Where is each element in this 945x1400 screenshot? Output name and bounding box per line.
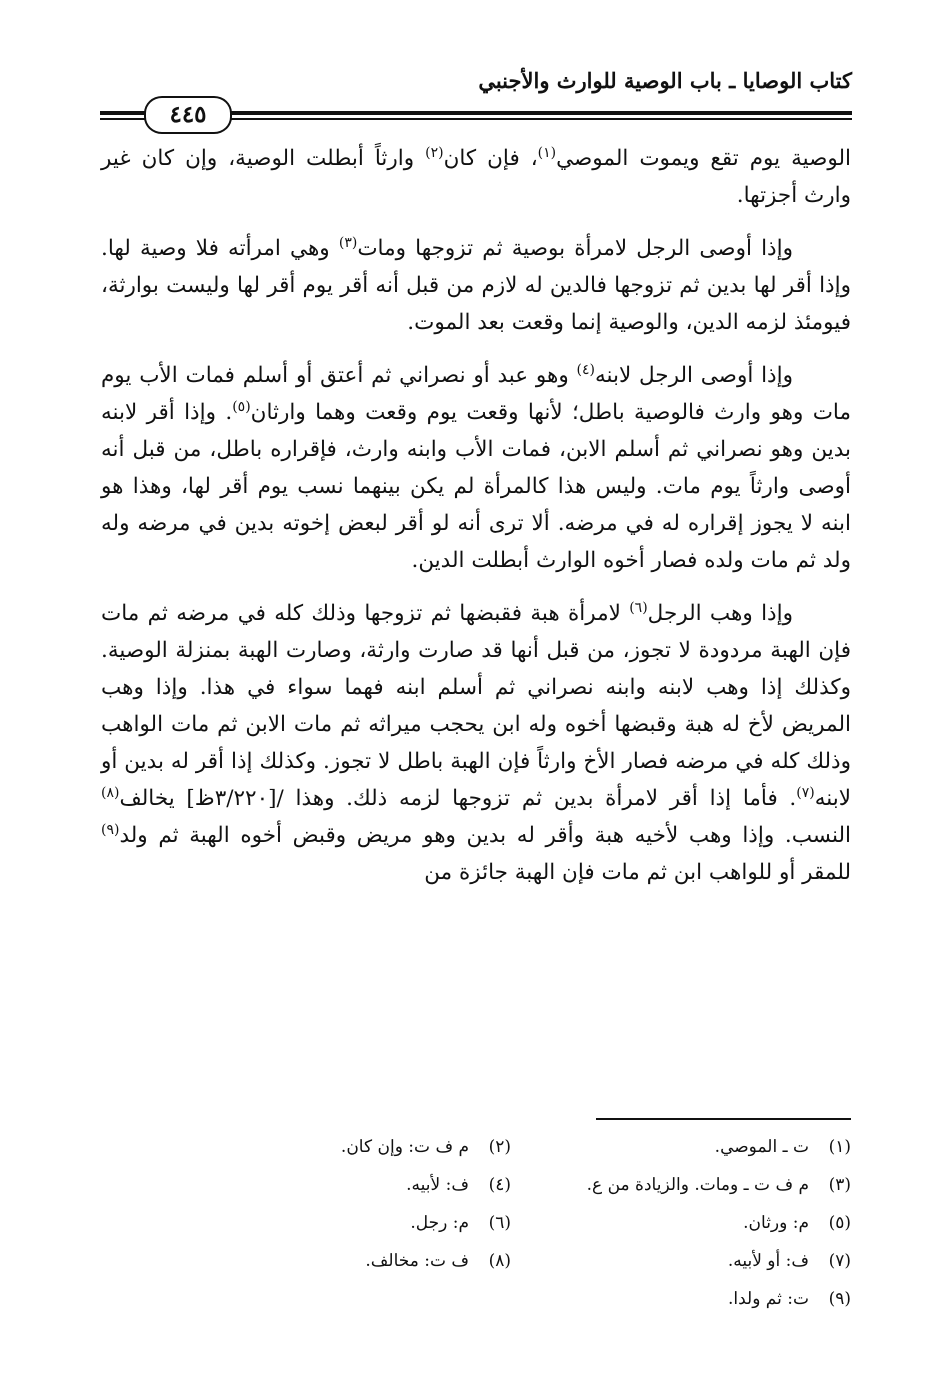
footnote-item [511, 1280, 851, 1318]
footnote-separator [596, 1118, 851, 1120]
footnote-text: م ف ت ـ ومات. والزيادة من ع. [586, 1175, 809, 1195]
footnote-number: (٣) [828, 1175, 851, 1195]
footnote-row [101, 1242, 851, 1280]
page-number: ٤٤٥ [144, 96, 232, 134]
footnote-row [101, 1166, 851, 1204]
paragraph-text: للمقر أو للواهب ابن ثم مات فإن الهبة جائزة من [424, 860, 851, 885]
body-paragraph [101, 595, 851, 891]
footnote-reference: (٥) [232, 398, 251, 415]
page-header [100, 62, 852, 128]
paragraph-text: لامرأة هبة فقبضها ثم تزوجها وذلك كله في مرضه ثم مات فإن الهبة مردودة لا تجوز، من قبل أنها قد صارت وارثة، وصارت الهبة بمنزلة الوصية. وكذلك إذا وهب لابنه وابنه نصراني ثم أسلم ابنه فهما سواء في هذا. وإذا وهب المريض لأخ له هبة وقبضها أخوه وله ابن يحجب ميراثه ثم مات الابن ثم مات الواهب وذلك كله في مرضه فصار الأخ وارثاً فإن الهبة باطل لا تجوز. وكذلك إذا أقر له بدين أو لابنه [101, 601, 852, 811]
footnotes [101, 1128, 851, 1318]
footnote-number: (٩) [828, 1289, 851, 1309]
footnote-reference: (٧) [796, 784, 815, 801]
footnote-item [511, 1166, 851, 1204]
footnote-row [101, 1280, 851, 1318]
paragraph-text: وإذا أوصى الرجل لابنه [594, 363, 793, 388]
footnote-item [171, 1128, 511, 1166]
body-paragraph [101, 230, 851, 341]
paragraph-text: . وإذا أقر لابنه بدين وهو نصراني ثم أسلم الابن، فمات الأب وابنه وارث، فإقراره باطل، من قبل أنه أوصى وارثاً يوم مات. وليس هذا كالمرأة لم يكن بينهما نسب يوم أقر لها، وهذا هو ابنه لا يجوز إقراره له في مرضه. ألا ترى أنه لو أقر لبعض إخوته بدين في مرضه وله ولد ثم مات ولده فصار أخوه الوارث أبطلت الدين. [101, 400, 851, 573]
footnote-row [101, 1128, 851, 1166]
running-title: كتاب الوصايا ـ باب الوصية للوارث والأجنبي [478, 68, 852, 93]
footnote-reference: (٩) [101, 821, 120, 838]
footnote-item [171, 1280, 511, 1318]
paragraph-text: ، فإن كان [443, 146, 538, 171]
paragraph-text: وارثاً أبطلت الوصية، وإن كان غير وارث أجزتها. [101, 146, 851, 208]
body-paragraph [101, 140, 851, 214]
paragraph-text: وهي امرأته فلا وصية لها. وإذا أقر لها بدين ثم تزوجها فالدين له لازم من قبل أنه أقر يوم أقر لها وليست بوارثة، فيومئذ لزمه الدين، والوصية إنما وقعت بعد الموت. [101, 236, 851, 335]
footnote-item [171, 1166, 511, 1204]
footnote-item [171, 1204, 511, 1242]
footnote-text: ت ـ الموصي. [714, 1137, 809, 1157]
paragraph-text: وإذا وهب الرجل [647, 601, 793, 626]
body-text [101, 140, 851, 907]
body-paragraph [101, 357, 851, 579]
paragraph-text: الوصية يوم تقع ويموت الموصي [556, 146, 851, 171]
footnote-number: (٧) [828, 1251, 851, 1271]
footnote-text: م ف ت: وإن كان. [340, 1137, 469, 1157]
paragraph-text: النسب. وإذا وهب لأخيه هبة وأقر له بدين وهو مريض وقبض أخوه الهبة ثم ولد [119, 823, 851, 848]
paragraph-text: . فأما إذا أقر لامرأة بدين ثم تزوجها لزمه ذلك. وهذا /[٣/٢٢٠ظ] يخالف [119, 786, 797, 811]
footnote-reference: (٦) [629, 599, 648, 616]
footnote-reference: (٣) [338, 234, 358, 251]
footnote-reference: (١) [537, 144, 557, 161]
footnote-number: (٤) [488, 1175, 511, 1195]
footnote-reference: (٤) [576, 361, 595, 378]
paragraph-text: وهو عبد أو نصراني ثم أعتق أو أسلم فمات الأب يوم مات وهو وارث فالوصية باطل؛ لأنها وقعت يوم وقعت وهما وارثان [101, 363, 851, 425]
footnote-item [511, 1204, 851, 1242]
footnote-number: (٨) [488, 1251, 511, 1271]
footnote-number: (٥) [828, 1213, 851, 1233]
footnote-item [511, 1128, 851, 1166]
footnote-text: م: رجل. [410, 1213, 469, 1233]
footnote-item [171, 1242, 511, 1280]
footnote-row [101, 1204, 851, 1242]
footnote-text: ف ت: مخالف. [365, 1251, 469, 1271]
footnote-text: ت: ثم ولدا. [727, 1289, 809, 1309]
footnote-text: ف: لأبيه. [406, 1175, 469, 1195]
footnote-text: ف: أو لأبيه. [727, 1251, 809, 1271]
footnote-number: (٦) [488, 1213, 511, 1233]
footnote-item [511, 1242, 851, 1280]
paragraph-text: وإذا أوصى الرجل لامرأة بوصية ثم تزوجها ومات [357, 236, 793, 261]
footnote-text: م: ورثان. [743, 1213, 809, 1233]
footnote-reference: (٢) [425, 144, 444, 161]
footnote-reference: (٨) [101, 784, 120, 801]
footnote-number: (١) [828, 1137, 851, 1157]
footnote-number: (٢) [488, 1137, 511, 1157]
